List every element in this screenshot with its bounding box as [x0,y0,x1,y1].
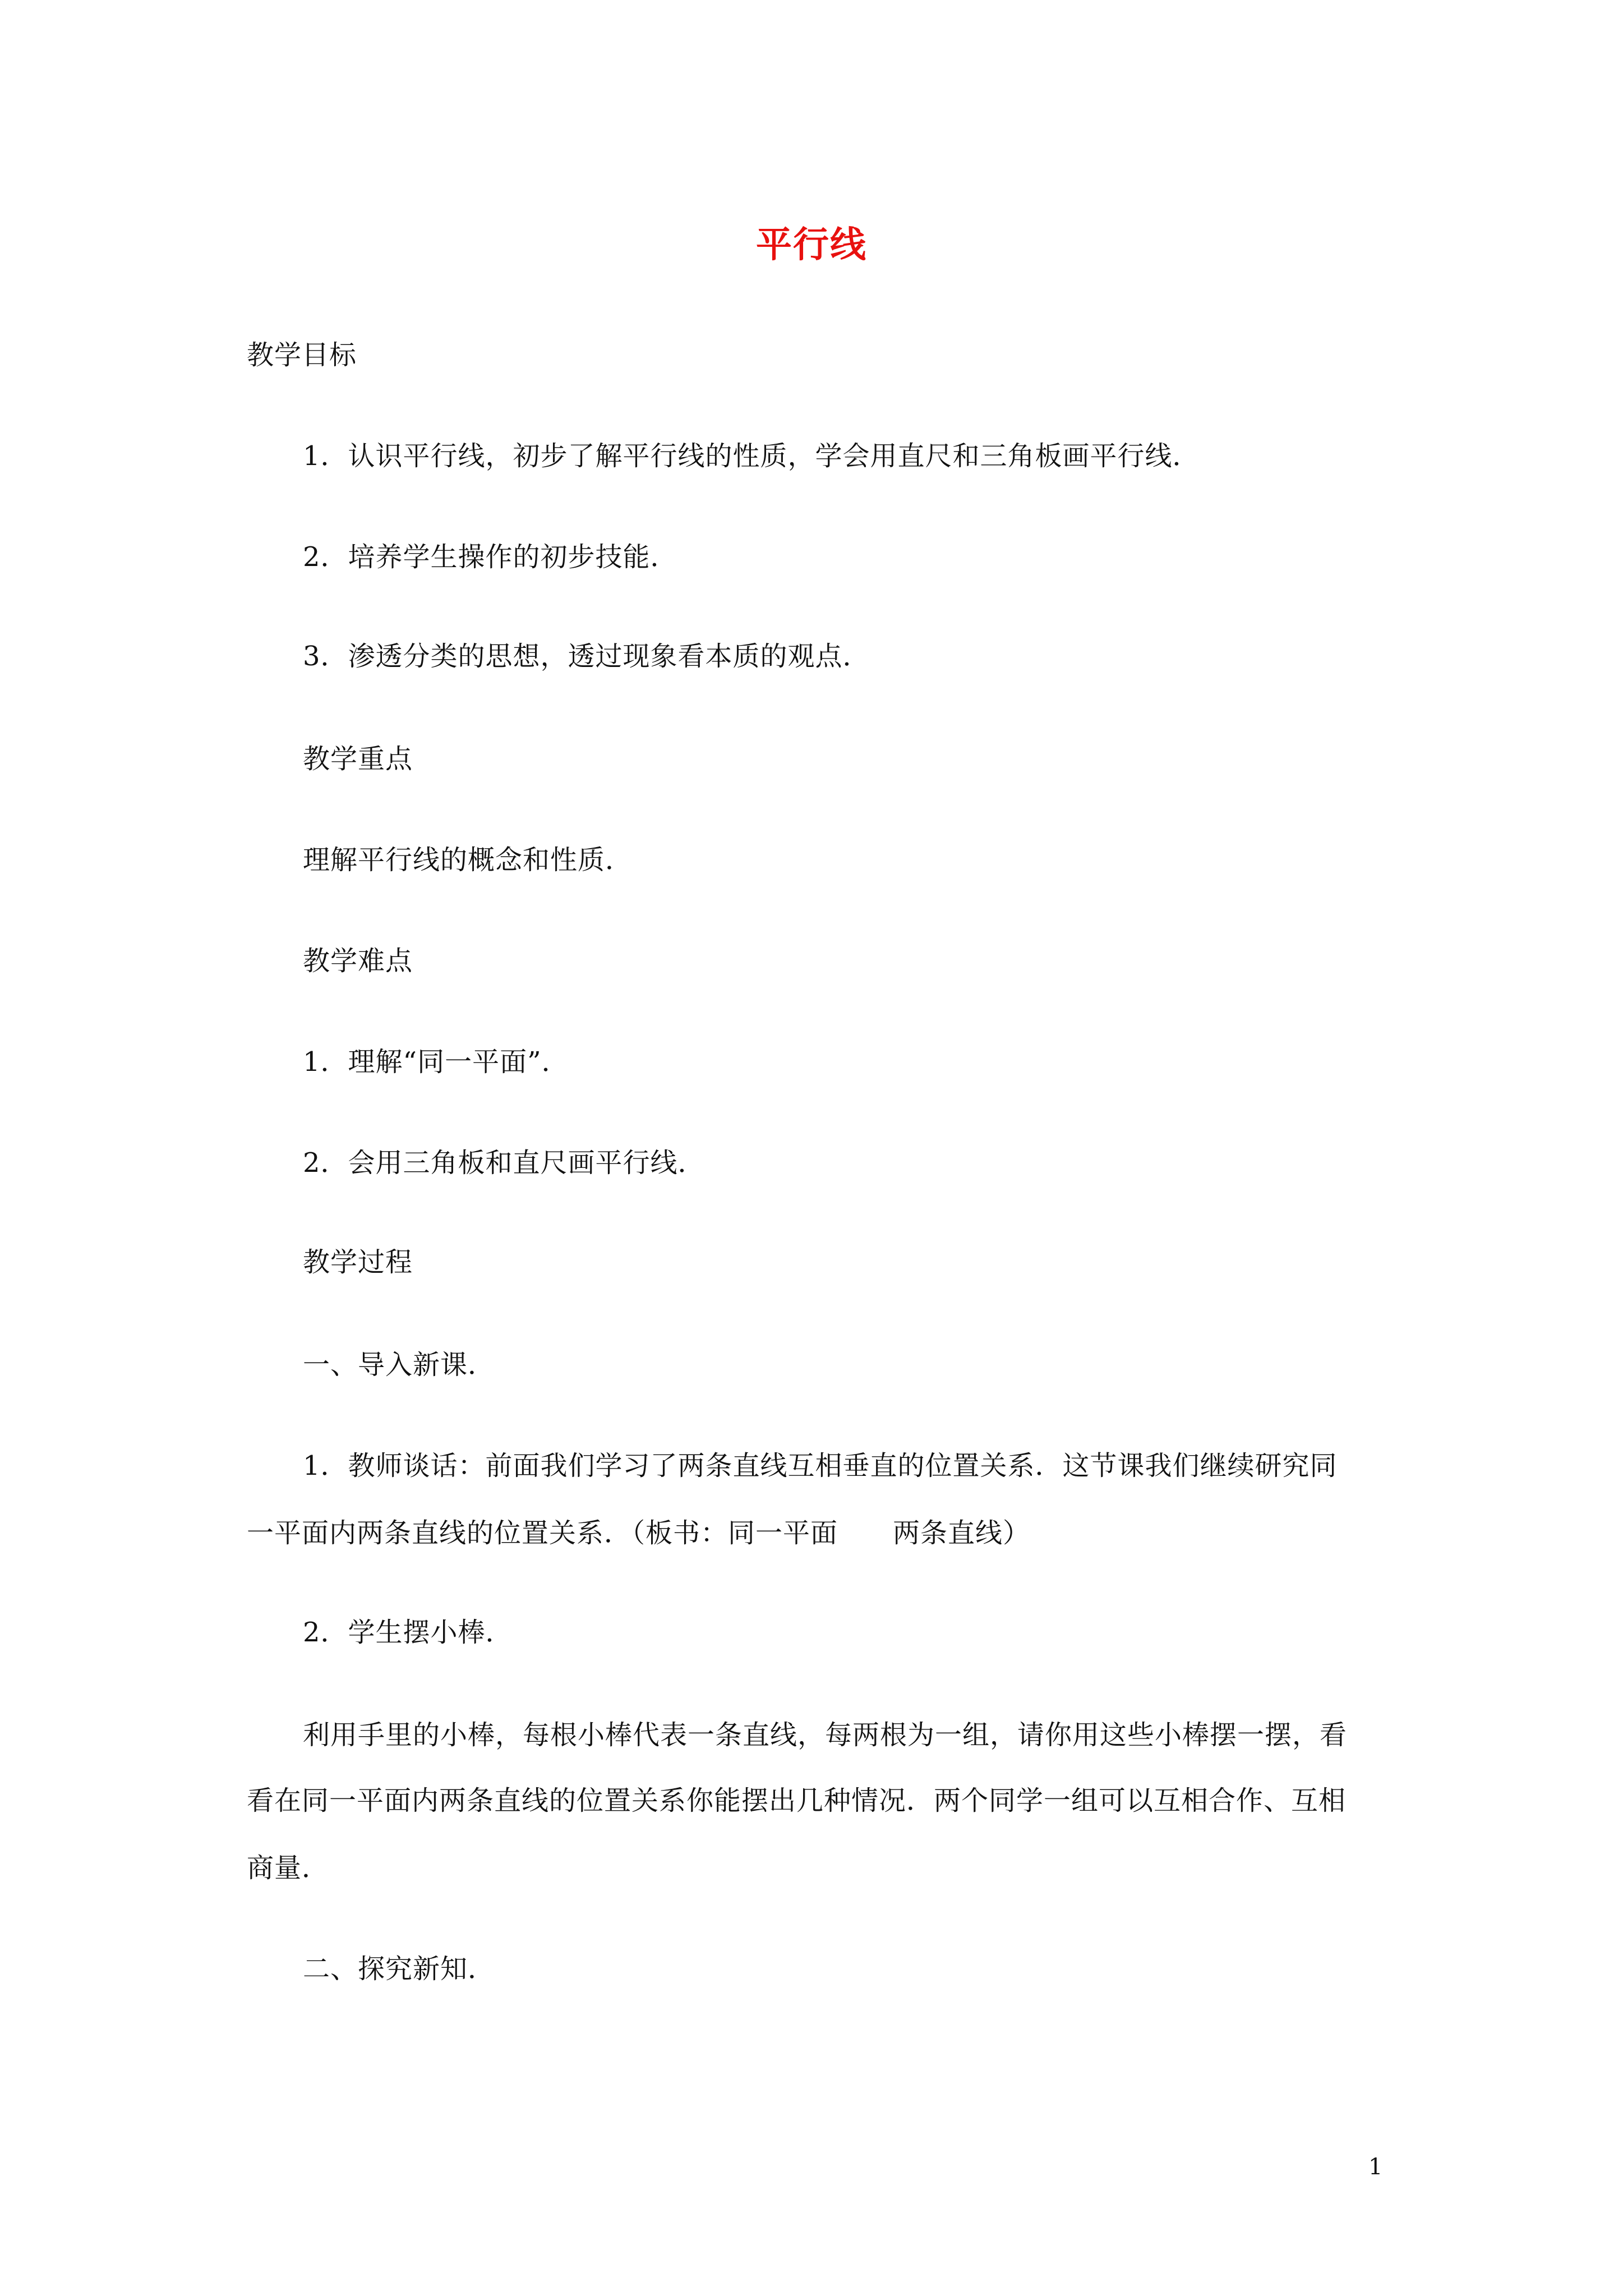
part-2-heading: 二、探究新知． [303,1953,496,1985]
part-1-heading: 一、导入新课． [303,1349,496,1381]
process-heading: 教学过程 [303,1246,413,1278]
goal-item-2: 2．培养学生操作的初步技能． [303,541,678,573]
sticks-para-line-3: 商量． [247,1852,330,1884]
difficult-item-2: 2．会用三角板和直尺画平行线． [303,1147,706,1179]
page-title: 平行线 [756,224,867,266]
goal-heading: 教学目标 [247,339,357,371]
goal-item-3: 3．渗透分类的思想，透过现象看本质的观点． [303,641,870,672]
teacher-talk-line-2: 一平面内两条直线的位置关系．（板书：同一平面 两条直线） [247,1517,1031,1549]
sticks-heading: 2．学生摆小棒． [303,1617,513,1648]
sticks-para-line-2: 看在同一平面内两条直线的位置关系你能摆出几种情况．两个同学一组可以互相合作、互相 [247,1785,1347,1816]
page-number: 1 [1368,2154,1383,2180]
difficult-item-1: 1．理解“同一平面”． [303,1046,569,1078]
key-heading: 教学重点 [303,743,413,775]
goal-item-1: 1．认识平行线，初步了解平行线的性质，学会用直尺和三角板画平行线． [303,440,1200,472]
teacher-talk-line-1: 1．教师谈话：前面我们学习了两条直线互相垂直的位置关系．这节课我们继续研究同 [303,1450,1338,1481]
difficult-heading: 教学难点 [303,945,413,977]
key-text: 理解平行线的概念和性质． [303,844,633,876]
sticks-para-line-1: 利用手里的小棒，每根小棒代表一条直线，每两根为一组，请你用这些小棒摆一摆，看 [303,1719,1348,1751]
